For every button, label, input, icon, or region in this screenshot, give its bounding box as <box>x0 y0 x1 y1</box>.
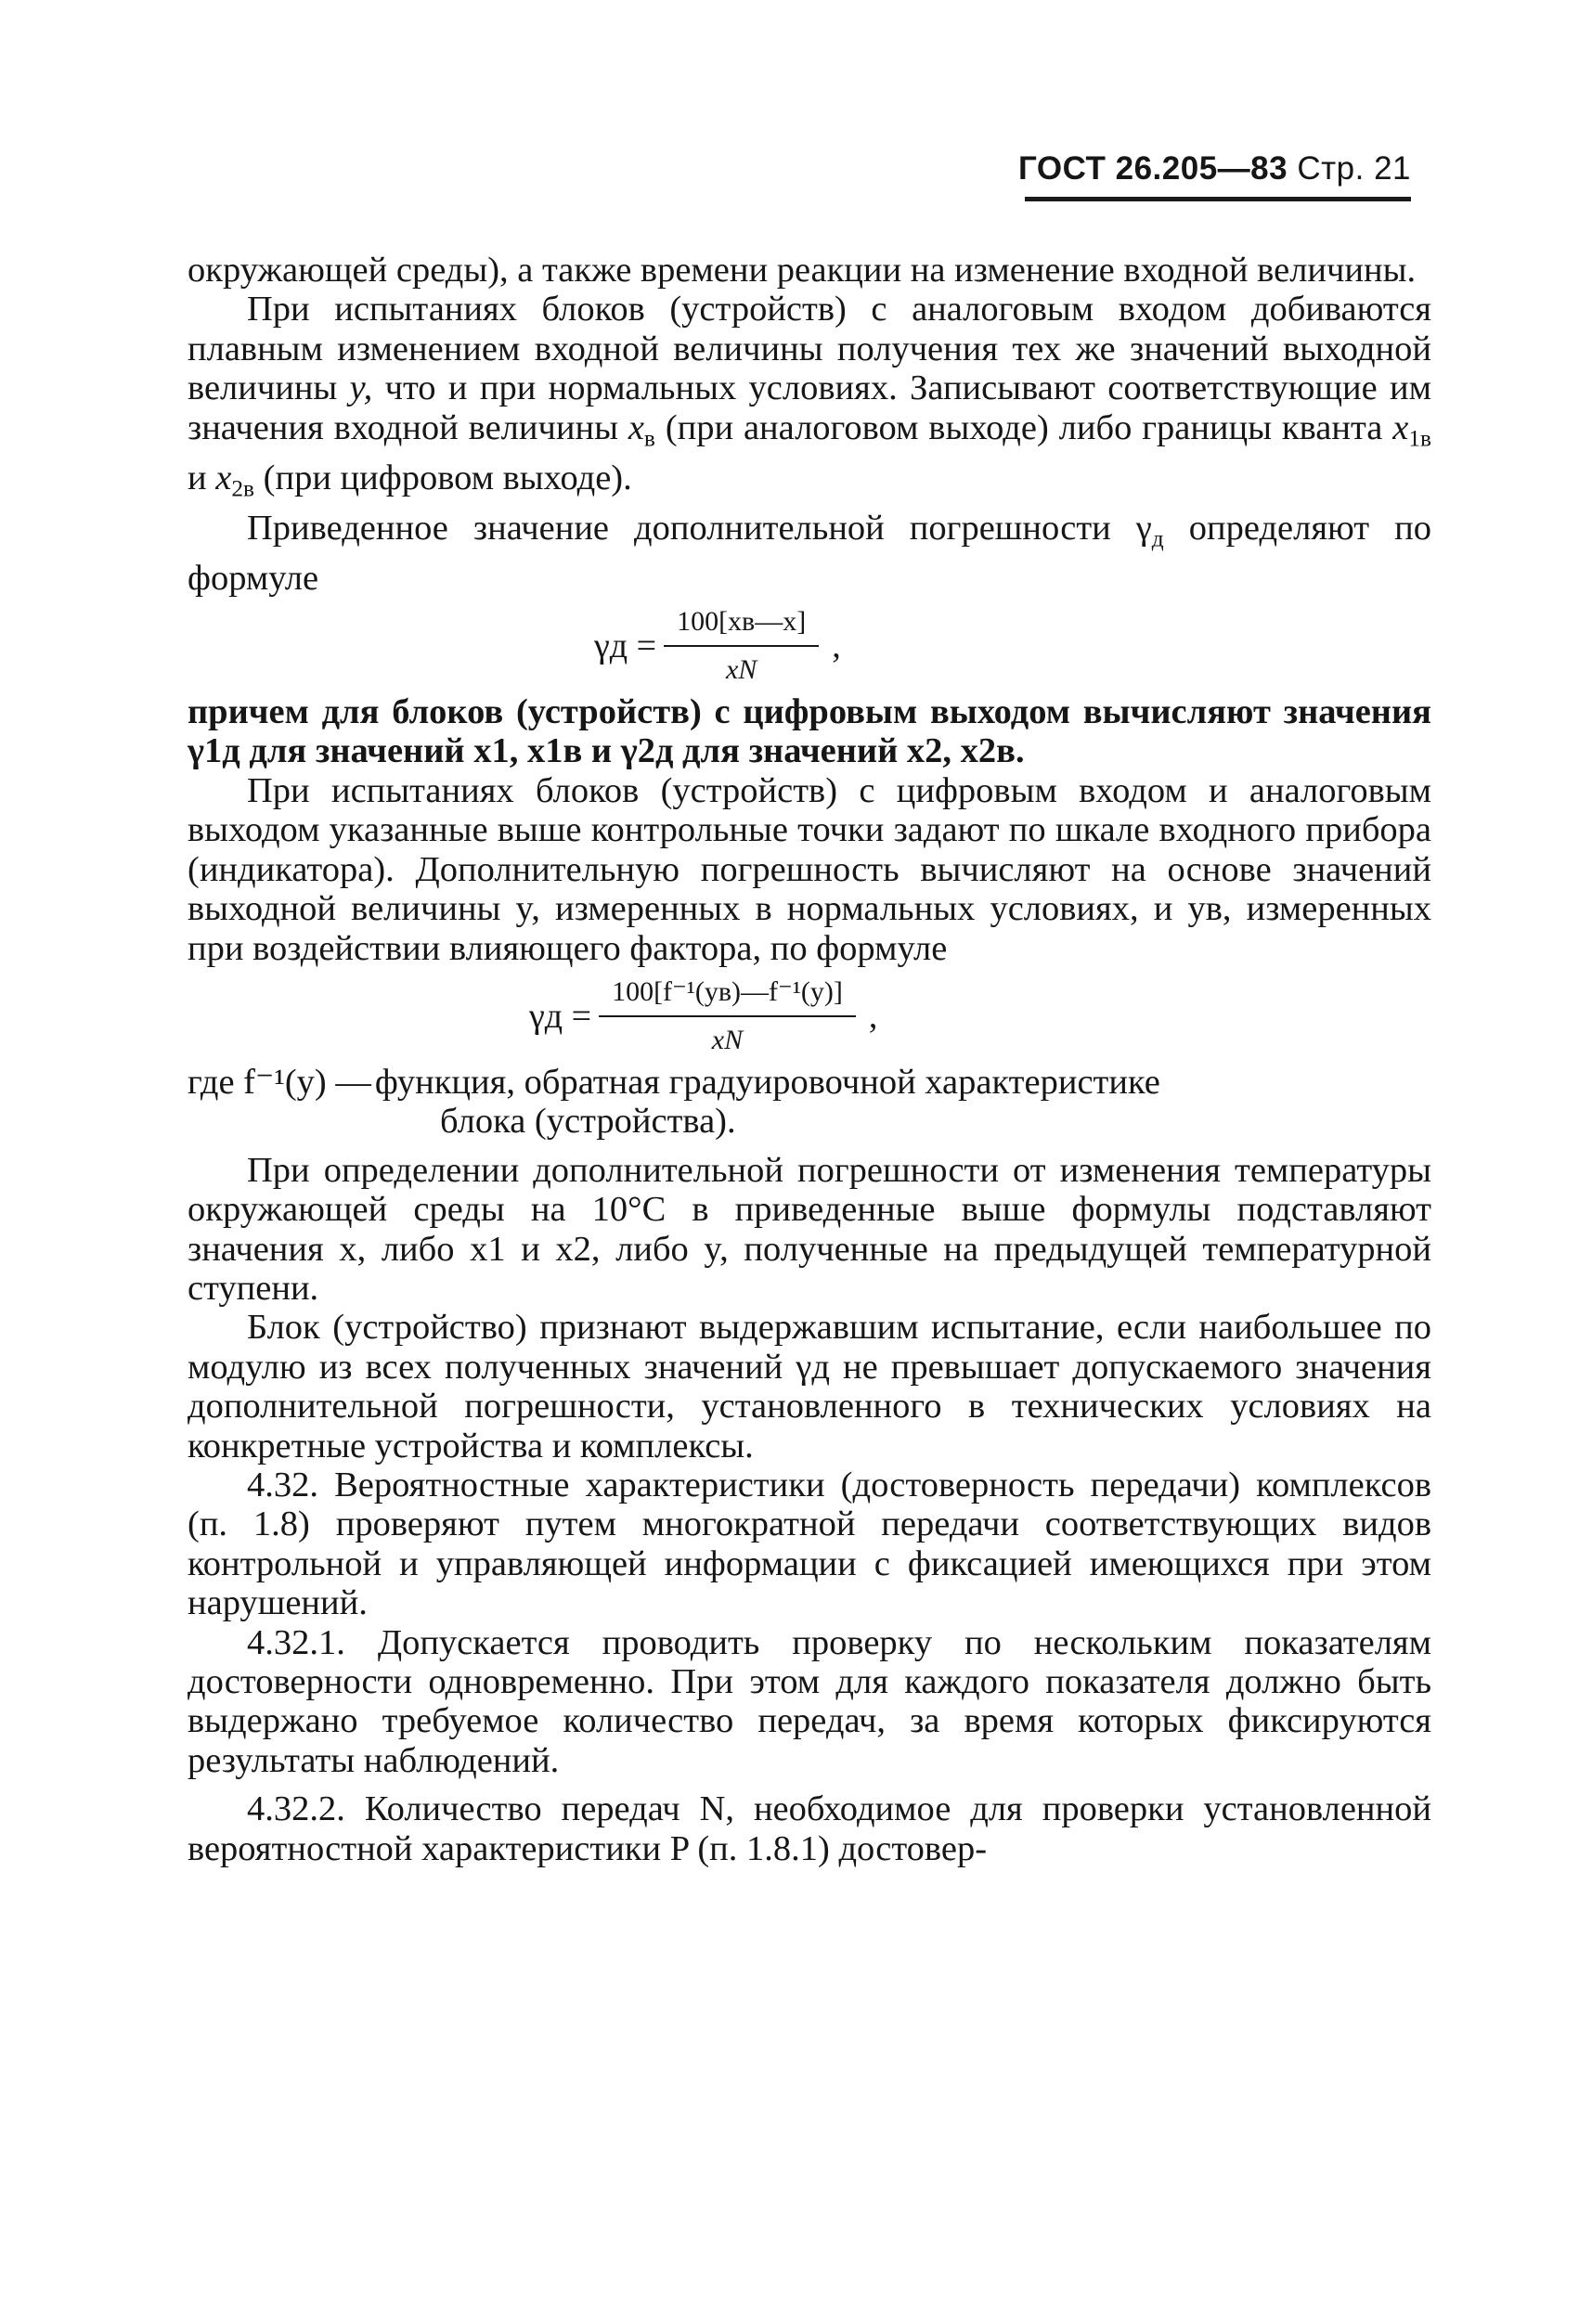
paragraph-10: 4.32.2. Количество передач N, необходимое для проверки установленной вероятностной характеристики P (п. 1.8.1) достовер- <box>188 1789 1431 1868</box>
where-clause <box>188 1063 1431 1102</box>
body-text <box>188 251 1431 1868</box>
paragraph-4: причем для блоков (устройств) с цифровым выходом вычисляют значения γ1д для значений x1, x1в и γ2д для значений x2, x2в. <box>188 692 1431 771</box>
formula-1-numerator: 100[xв—x] <box>664 602 819 647</box>
formula-1-denominator: xN <box>725 654 757 686</box>
formula-2-fraction <box>599 973 856 1061</box>
paragraph-2: При испытаниях блоков (устройств) с аналоговым входом добиваются плавным изменением входной величины получения тех же значений выходной величины y, что и при нормальных условиях. Записывают соответствующие им значения входной величины $x_в$ (при аналоговом выходе) либо границы кванта $x_{1в}$ и $x_{2в}$ (при цифровом выходе). <box>188 290 1432 502</box>
paragraph-7: Блок (устройство) признают выдержавшим испытание, если наибольшее по модулю из всех полученных значений γд не превышает допускаемого значения дополнительной погрешности, установленного в технических условиях на конкретные устройства и комплексы. <box>188 1308 1431 1465</box>
paragraph-9: 4.32.1. Допускается проводить проверку по нескольким показателям достоверности одновременно. При этом для каждого показателя должно быть выдержано требуемое количество передач, за время которых фиксируются результаты наблюдений. <box>188 1622 1431 1780</box>
formula-2 <box>188 972 1431 1061</box>
formula-2-lhs: γд = <box>529 996 592 1036</box>
formula-1-fraction <box>664 602 819 691</box>
paragraph-3: Приведенное значение дополнительной погрешности $\gamma_д$ определяют по формуле <box>188 508 1432 598</box>
paragraph-6: При определении дополнительной погрешности от изменения температуры окружающей среды на 10°С в приведенные выше формулы подставляют значения x, либо x1 и x2, либо y, полученные на предыдущей температурной ступени. <box>188 1150 1431 1308</box>
where-definition: функция, обратная градуировочной характеристике <box>374 1062 1160 1102</box>
paragraph-1: окружающей среды), а также времени реакции на изменение входной величины. <box>188 251 1417 290</box>
formula-1 <box>188 601 1431 691</box>
page-number: Стр. 21 <box>1297 150 1411 187</box>
header-rule <box>1025 197 1411 201</box>
formula-2-punctuation: , <box>868 996 878 1036</box>
formula-2-numerator: 100[f⁻¹(yв)—f⁻¹(y)] <box>599 973 856 1017</box>
page-header <box>1012 150 1411 187</box>
where-definition-continued: блока (устройства). <box>440 1102 736 1142</box>
paragraph-8: 4.32. Вероятностные характеристики (достоверность передачи) комплексов (п. 1.8) проверяют путем многократной передачи соответствующих видов контрольной и управляющей информации с фиксацией имеющихся при этом нарушений. <box>188 1465 1431 1623</box>
where-label: где f⁻¹(y) — <box>188 1062 371 1102</box>
formula-1-punctuation: , <box>832 626 841 665</box>
paragraph-5: При испытаниях блоков (устройств) с цифровым входом и аналоговым выходом указанные выше контрольные точки задают по шкале входного прибора (индикатора). Дополнительную погрешность вычисляют на основе значений выходной величины y, измеренных в нормальных условиях, и yв, измеренных при воздействии влияющего фактора, по формуле <box>188 770 1431 968</box>
formula-1-lhs: γд = <box>594 626 657 665</box>
formula-2-denominator: xN <box>711 1024 744 1055</box>
standard-number: ГОСТ 26.205—83 <box>1018 150 1288 187</box>
